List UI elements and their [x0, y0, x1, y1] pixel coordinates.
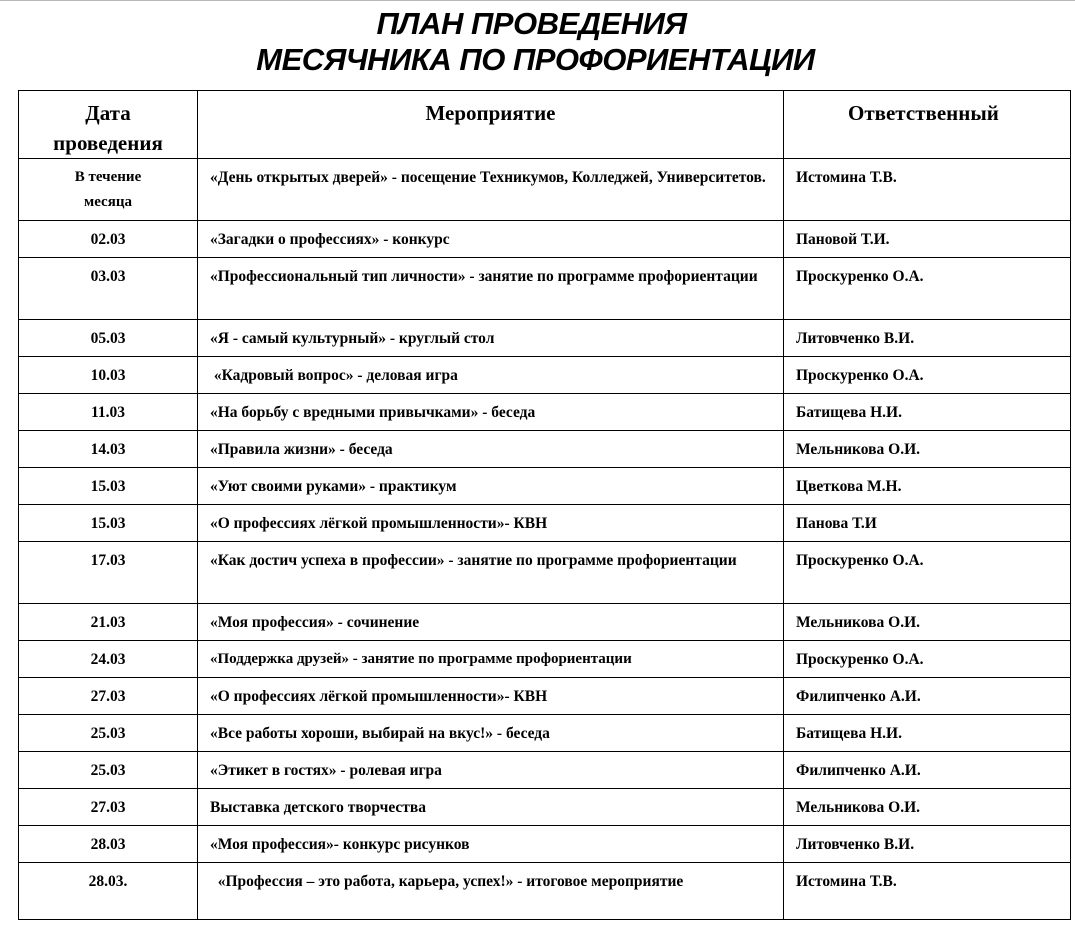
table-row — [19, 258, 1071, 320]
row-responsible: Истомина Т.В. — [784, 863, 1071, 920]
table-row — [19, 752, 1071, 789]
page-title-line-1: ПЛАН ПРОВЕДЕНИЯ — [376, 6, 687, 41]
row-event: «Профессиональный тип личности» - занятие по программе профориентации — [198, 258, 784, 320]
table-row — [19, 357, 1071, 394]
row-event: «Поддержка друзей» - занятие по программе профориентации — [198, 641, 784, 678]
table-row — [19, 394, 1071, 431]
page-title-line-2: МЕСЯЧНИКА ПО ПРОФОРИЕНТАЦИИ — [256, 42, 815, 77]
row-date: 28.03 — [19, 826, 198, 863]
row-date: 24.03 — [19, 641, 198, 678]
row-date: 10.03 — [19, 357, 198, 394]
row-responsible: Литовченко В.И. — [784, 320, 1071, 357]
row-responsible: Литовченко В.И. — [784, 826, 1071, 863]
table-row — [19, 542, 1071, 604]
row-responsible: Проскуренко О.А. — [784, 357, 1071, 394]
table-row — [19, 159, 1071, 221]
table-row — [19, 468, 1071, 505]
row-date-line-2: месяца — [84, 194, 132, 210]
row-responsible: Пановой Т.И. — [784, 221, 1071, 258]
row-date: 28.03. — [19, 863, 198, 920]
row-event: Выставка детского творчества — [198, 789, 784, 826]
table-row — [19, 826, 1071, 863]
row-date: 21.03 — [19, 604, 198, 641]
table-row — [19, 863, 1071, 920]
row-event: «Я - самый культурный» - круглый стол — [198, 320, 784, 357]
row-date: 14.03 — [19, 431, 198, 468]
row-date: 15.03 — [19, 505, 198, 542]
row-date-line-1: В течение — [74, 169, 142, 185]
header-event: Мероприятие — [198, 91, 784, 159]
table-row — [19, 505, 1071, 542]
table-row — [19, 604, 1071, 641]
table-row — [19, 221, 1071, 258]
header-responsible: Ответственный — [784, 91, 1071, 159]
table-row — [19, 320, 1071, 357]
plan-table — [18, 90, 1071, 920]
page-title — [0, 6, 1075, 78]
row-responsible: Проскуренко О.А. — [784, 258, 1071, 320]
row-event: «Правила жизни» - беседа — [198, 431, 784, 468]
row-date: 03.03 — [19, 258, 198, 320]
header-date-line-2: проведения — [53, 131, 163, 155]
row-date: 27.03 — [19, 678, 198, 715]
row-responsible: Батищева Н.И. — [784, 715, 1071, 752]
row-responsible: Мельникова О.И. — [784, 604, 1071, 641]
row-responsible: Филипченко А.И. — [784, 678, 1071, 715]
table-row — [19, 641, 1071, 678]
row-responsible: Мельникова О.И. — [784, 789, 1071, 826]
row-event: «Уют своими руками» - практикум — [198, 468, 784, 505]
row-event: «Моя профессия» - сочинение — [198, 604, 784, 641]
row-event: «О профессиях лёгкой промышленности»- КВН — [198, 505, 784, 542]
row-event: «Все работы хороши, выбирай на вкус!» - беседа — [198, 715, 784, 752]
row-date: 25.03 — [19, 752, 198, 789]
row-responsible: Проскуренко О.А. — [784, 542, 1071, 604]
row-responsible: Истомина Т.В. — [784, 159, 1071, 221]
row-event: «На борьбу с вредными привычками» - беседа — [198, 394, 784, 431]
row-date: 17.03 — [19, 542, 198, 604]
row-date: 25.03 — [19, 715, 198, 752]
row-date: 02.03 — [19, 221, 198, 258]
row-event: «О профессиях лёгкой промышленности»- КВН — [198, 678, 784, 715]
row-responsible: Панова Т.И — [784, 505, 1071, 542]
row-responsible: Цветкова М.Н. — [784, 468, 1071, 505]
row-event: «Моя профессия»- конкурс рисунков — [198, 826, 784, 863]
row-date: 05.03 — [19, 320, 198, 357]
table-row — [19, 789, 1071, 826]
row-responsible: Батищева Н.И. — [784, 394, 1071, 431]
header-date-line-1: Дата — [85, 101, 131, 125]
header-date — [19, 91, 198, 159]
row-event: «День открытых дверей» - посещение Техникумов, Колледжей, Университетов. — [198, 159, 784, 221]
row-event: «Кадровый вопрос» - деловая игра — [198, 357, 784, 394]
row-event: «Профессия – это работа, карьера, успех!» - итоговое мероприятие — [198, 863, 784, 920]
row-date: 27.03 — [19, 789, 198, 826]
row-event: «Этикет в гостях» - ролевая игра — [198, 752, 784, 789]
table-row — [19, 715, 1071, 752]
top-rule — [0, 0, 1075, 1]
row-date: 15.03 — [19, 468, 198, 505]
table-header-row — [19, 91, 1071, 159]
table-row — [19, 431, 1071, 468]
table-row — [19, 678, 1071, 715]
row-event: «Загадки о профессиях» - конкурс — [198, 221, 784, 258]
row-date — [19, 159, 198, 221]
row-responsible: Проскуренко О.А. — [784, 641, 1071, 678]
row-responsible: Филипченко А.И. — [784, 752, 1071, 789]
row-event: «Как достич успеха в профессии» - занятие по программе профориентации — [198, 542, 784, 604]
row-responsible: Мельникова О.И. — [784, 431, 1071, 468]
row-date: 11.03 — [19, 394, 198, 431]
